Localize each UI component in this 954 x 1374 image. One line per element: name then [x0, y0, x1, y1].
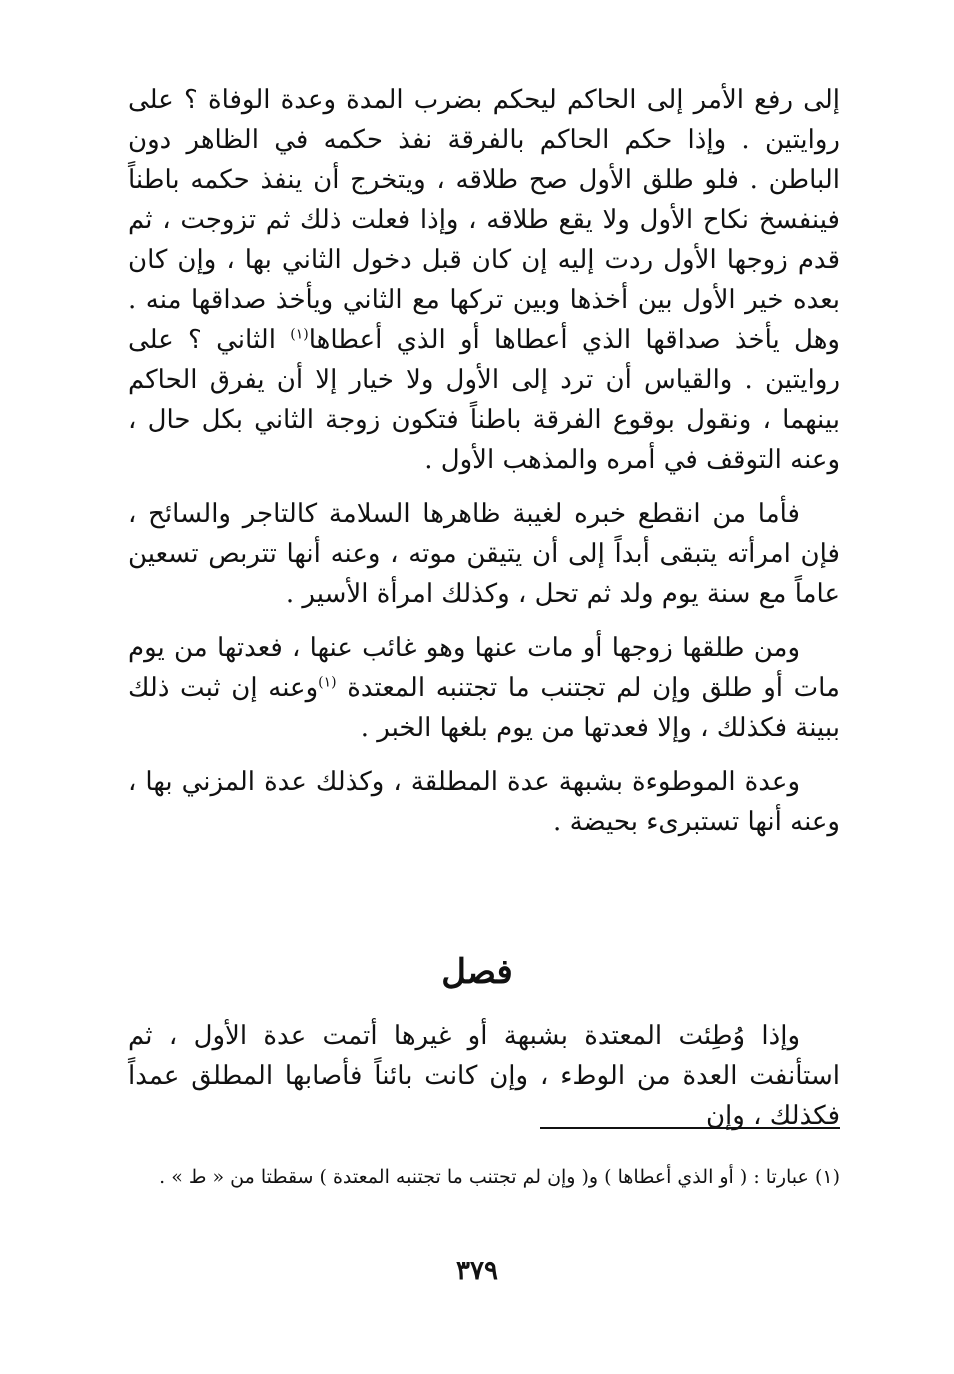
main-text [128, 80, 840, 842]
section-heading: فصل [441, 952, 513, 992]
paragraph-4 [128, 762, 840, 842]
section-body [128, 1016, 840, 1136]
footnote-number: (١) [814, 1166, 840, 1188]
footnote-text: عبارتا : ( أو الذي أعطاها ) و( وإن لم تجتنب ما تجتنبه المعتدة ) سقطتا من « ط » . [159, 1166, 809, 1188]
footnote-marker-2[interactable]: (١) [318, 674, 337, 691]
paragraph-2-text: فأما من انقطع خبره لغيبة ظاهرها السلامة كالتاجر والسائح ، فإن امرأته يتبقى أبداً إلى أن يتيقن موته ، وعنه أنها تتربص تسعين عاماً مع سنة يوم ولد ثم تحل ، وكذلك امرأة الأسير . [128, 499, 840, 609]
section-paragraph: وإذا وُطِئت المعتدة بشبهة أو غيرها أتمت عدة الأول ، ثم استأنفت العدة من الوطء ، وإن كانت بائناً فأصابها المطلق عمداً فكذلك ، وإن [128, 1021, 840, 1131]
footnote-divider [540, 1127, 840, 1129]
page-number: ٣٧٩ [456, 1256, 498, 1286]
paragraph-3 [128, 628, 840, 748]
paragraph-2 [128, 494, 840, 614]
paragraph-3-text-b: وعنه إن ثبت ذلك ببينة فكذلك ، وإلا فعدتها من يوم بلغها الخبر . [128, 673, 840, 743]
footnote-marker-1[interactable]: (١) [290, 326, 309, 343]
paragraph-3-text-a: ومن طلقها زوجها أو مات عنها وهو غائب عنها ، فعدتها من يوم مات أو طلق وإن لم تجتنب ما تجتنبه المعتدة [128, 633, 840, 703]
paragraph-1-text-a: إلى رفع الأمر إلى الحاكم ليحكم بضرب المدة وعدة الوفاة ؟ على روايتين . وإذا حكم الحاكم بالفرقة نفذ حكمه في الظاهر دون الباطن . فلو طلق الأول صح طلاقه ، ويتخرج أن ينفذ حكمه باطناً فينفسخ نكاح الأول ولا يقع طلاقه ، وإذا فعلت ذلك ثم تزوجت ، ثم قدم زوجها الأول ردت إليه إن كان قبل دخول الثاني بها ، وإن كان بعده خير الأول بين أخذها وبين تركها مع الثاني ويأخذ صداقها منه . وهل يأخذ صداقها الذي أعطاها أو الذي أعطاها [128, 85, 840, 355]
paragraph-4-text: وعدة الموطوءة بشبهة عدة المطلقة ، وكذلك عدة المزني بها ، وعنه أنها تستبرىء بحيضة . [128, 767, 840, 837]
paragraph-1 [128, 80, 840, 480]
footnote [128, 1160, 840, 1194]
paragraph-1-text-b: الثاني ؟ على روايتين . والقياس أن ترد إلى الأول ولا خيار إلا أن يفرق الحاكم بينهما ، ونقول بوقوع الفرقة باطناً فتكون زوجة الثاني بكل حال ، وعنه التوقف في أمره والمذهب الأول . [128, 325, 840, 475]
